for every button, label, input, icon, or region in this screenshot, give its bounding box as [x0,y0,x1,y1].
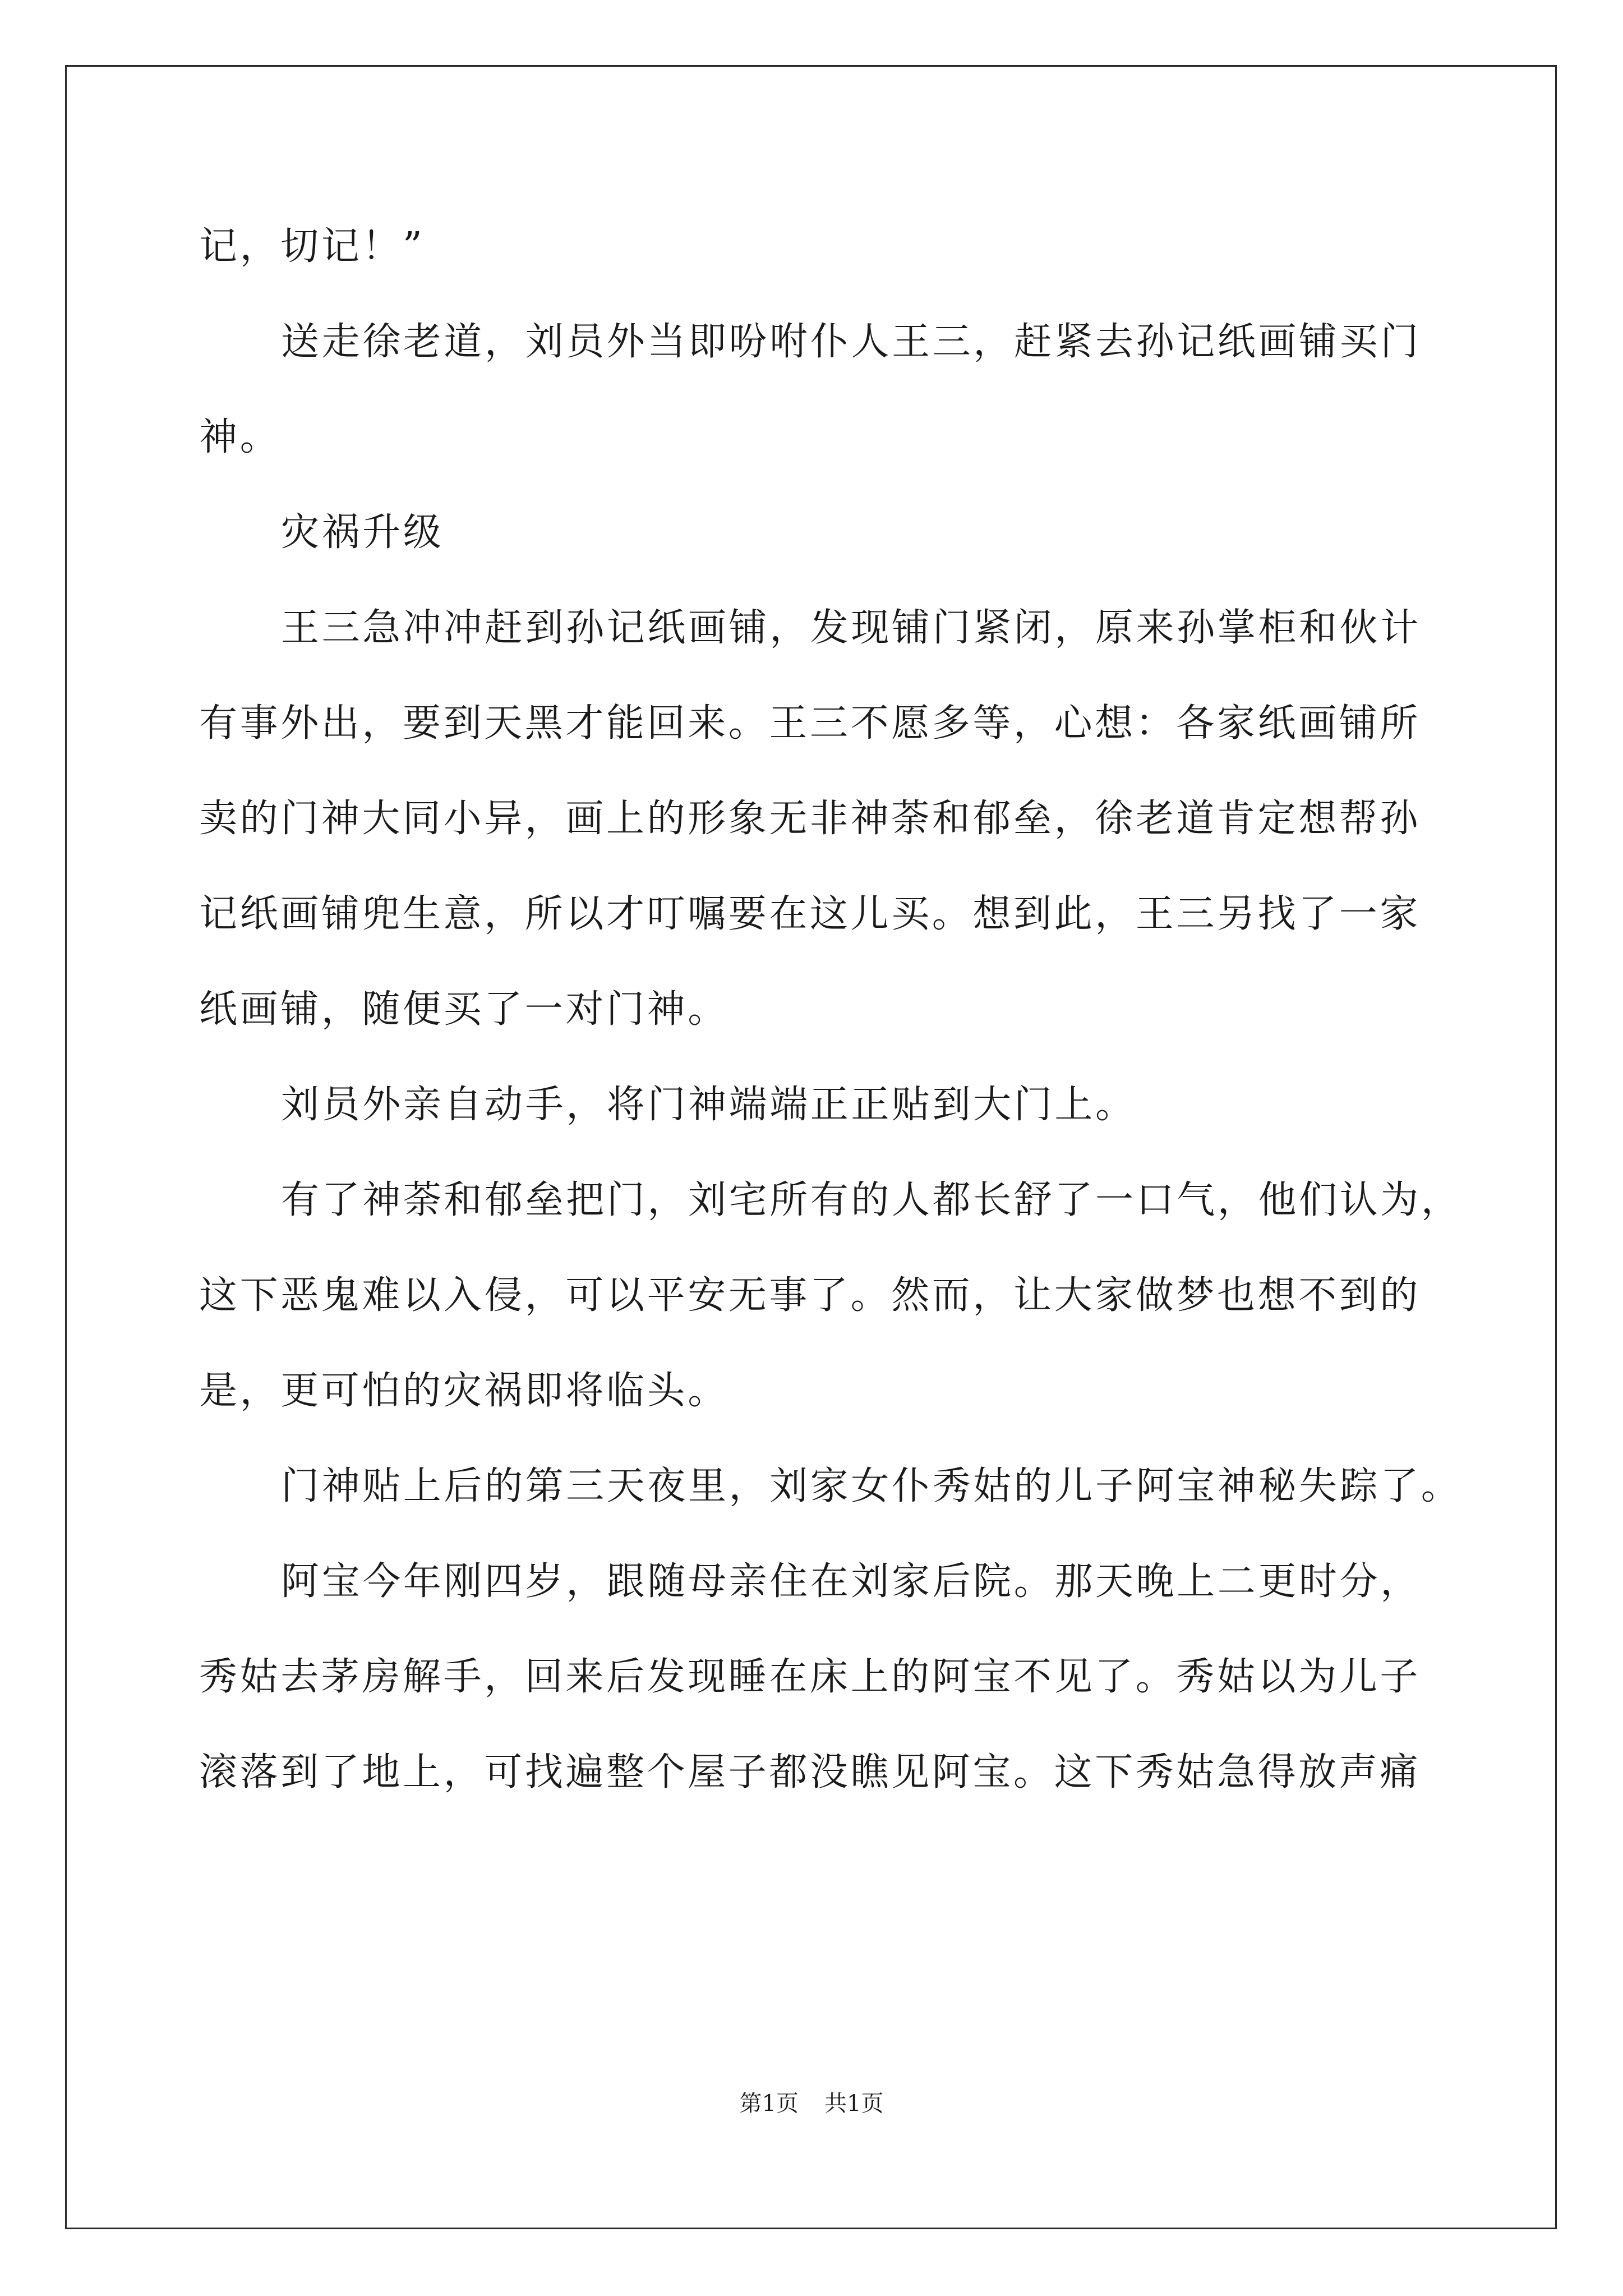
text-line: 卖的门神大同小异，画上的形象无非神荼和郁垒，徐老道肯定想帮孙 [199,797,1421,841]
text-line: 这下恶鬼难以入侵，可以平安无事了。然而，让大家做梦也想不到的 [199,1273,1421,1318]
text-line: 有了神荼和郁垒把门，刘宅所有的人都长舒了一口气，他们认为， [281,1178,1462,1222]
page-number: 第1页 [739,2091,799,2116]
text-line: 纸画铺，随便买了一对门神。 [199,987,728,1032]
text-line: 阿宝今年刚四岁，跟随母亲住在刘家后院。那天晚上二更时分， [281,1559,1421,1604]
text-line: 记，切记！” [199,224,425,269]
text-line: 秀姑去茅房解手，回来后发现睡在床上的阿宝不见了。秀姑以为儿子 [199,1655,1421,1699]
text-line: 记纸画铺兜生意，所以才叮嘱要在这儿买。想到此，王三另找了一家 [199,892,1421,936]
text-line: 滚落到了地上，可找遍整个屋子都没瞧见阿宝。这下秀姑急得放声痛 [199,1750,1421,1795]
text-line: 是，更可怕的灾祸即将临头。 [199,1369,728,1413]
text-line: 门神贴上后的第三天夜里，刘家女仆秀姑的儿子阿宝神秘失踪了。 [281,1464,1462,1508]
text-line: 送走徐老道，刘员外当即吩咐仆人王三，赶紧去孙记纸画铺买门 [281,320,1421,364]
section-heading: 灾祸升级 [281,510,444,555]
document-body [199,199,1462,1820]
text-line: 神。 [199,415,281,459]
page-footer [0,2087,1623,2120]
text-line: 刘员外亲自动手，将门神端端正正贴到大门上。 [281,1083,1136,1127]
text-line: 有事外出，要到天黑才能回来。王三不愿多等，心想：各家纸画铺所 [199,701,1421,746]
text-line: 王三急冲冲赶到孙记纸画铺，发现铺门紧闭，原来孙掌柜和伙计 [281,606,1421,650]
page-total: 共1页 [824,2091,884,2116]
